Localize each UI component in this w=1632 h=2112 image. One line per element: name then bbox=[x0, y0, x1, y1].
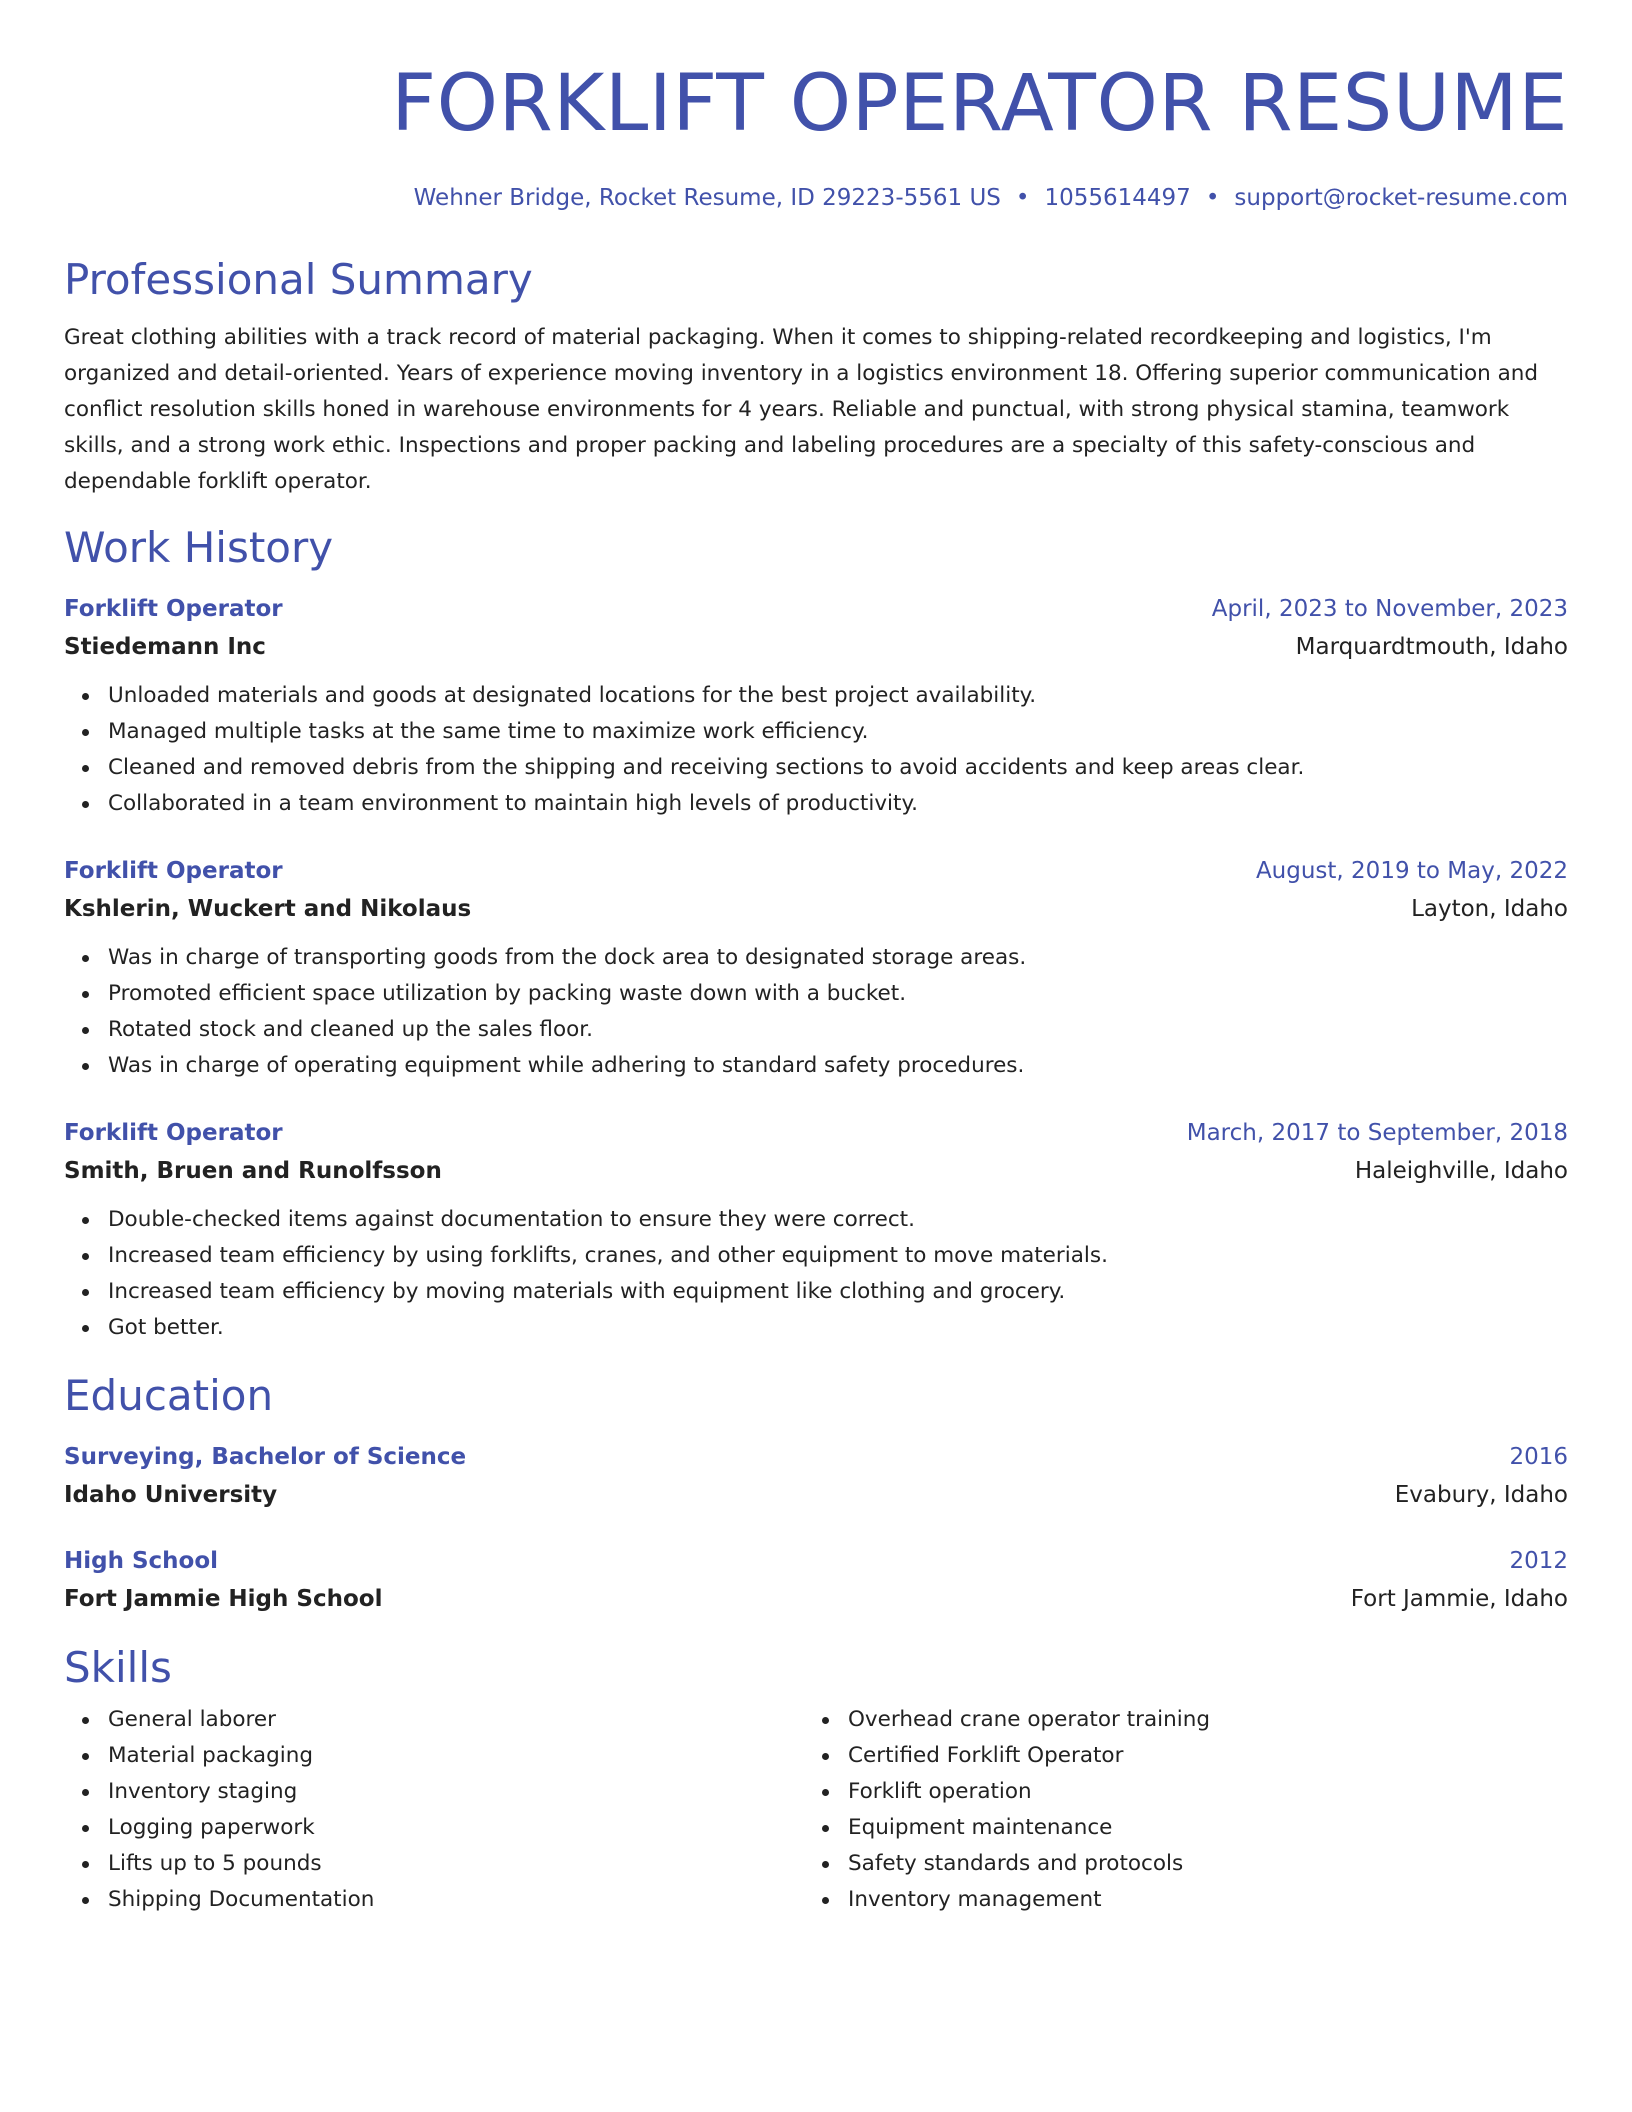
job-role: Forklift Operator bbox=[64, 858, 283, 884]
job-bullets bbox=[64, 940, 1568, 1084]
skills-column-right bbox=[804, 1702, 1504, 1918]
job-entry bbox=[64, 852, 1568, 1084]
education-location: Fort Jammie, Idaho bbox=[1350, 1586, 1568, 1612]
job-bullet: Unloaded materials and goods at designated locations for the best project availability. bbox=[108, 678, 1568, 714]
job-dates: August, 2019 to May, 2022 bbox=[1255, 858, 1568, 884]
job-bullets bbox=[64, 1202, 1568, 1346]
education-entry bbox=[64, 1438, 1568, 1514]
skill-item: Forklift operation bbox=[848, 1774, 1504, 1810]
contact-phone: 1055614497 bbox=[1044, 185, 1191, 211]
education-degree: Surveying, Bachelor of Science bbox=[64, 1444, 467, 1470]
skill-item: Lifts up to 5 pounds bbox=[108, 1846, 804, 1882]
job-location: Marquardtmouth, Idaho bbox=[1295, 634, 1568, 660]
job-bullet: Rotated stock and cleaned up the sales floor. bbox=[108, 1012, 1568, 1048]
education-year: 2016 bbox=[1509, 1444, 1568, 1470]
education-location: Evabury, Idaho bbox=[1394, 1482, 1568, 1508]
education-list bbox=[64, 1438, 1568, 1618]
skills-list bbox=[64, 1702, 1568, 1918]
job-bullet: Increased team efficiency by moving materials with equipment like clothing and grocery. bbox=[108, 1274, 1568, 1310]
education-heading: Education bbox=[64, 1371, 274, 1420]
job-employer: Stiedemann Inc bbox=[64, 634, 266, 660]
skill-item: Logging paperwork bbox=[108, 1810, 804, 1846]
skill-item: Inventory staging bbox=[108, 1774, 804, 1810]
job-location: Haleighville, Idaho bbox=[1354, 1158, 1568, 1184]
education-degree: High School bbox=[64, 1548, 219, 1574]
job-bullet: Double-checked items against documentation to ensure they were correct. bbox=[108, 1202, 1568, 1238]
resume-title: FORKLIFT OPERATOR RESUME bbox=[391, 59, 1568, 149]
skill-item: Certified Forklift Operator bbox=[848, 1738, 1504, 1774]
job-role: Forklift Operator bbox=[64, 1120, 283, 1146]
job-bullet: Was in charge of transporting goods from the dock area to designated storage areas. bbox=[108, 940, 1568, 976]
skill-item: Equipment maintenance bbox=[848, 1810, 1504, 1846]
skills-column-left bbox=[64, 1702, 804, 1918]
skill-item: Material packaging bbox=[108, 1738, 804, 1774]
job-dates: March, 2017 to September, 2018 bbox=[1186, 1120, 1568, 1146]
job-bullet: Was in charge of operating equipment while adhering to standard safety procedures. bbox=[108, 1048, 1568, 1084]
job-bullets bbox=[64, 678, 1568, 822]
education-school: Fort Jammie High School bbox=[64, 1586, 383, 1612]
work-history-heading: Work History bbox=[64, 523, 334, 572]
skill-item: Overhead crane operator training bbox=[848, 1702, 1504, 1738]
contact-address: Wehner Bridge, Rocket Resume, ID 29223-5561 US bbox=[413, 185, 1001, 211]
job-employer: Smith, Bruen and Runolfsson bbox=[64, 1158, 442, 1184]
job-entry bbox=[64, 1114, 1568, 1346]
job-dates: April, 2023 to November, 2023 bbox=[1211, 596, 1568, 622]
contact-separator: • bbox=[1015, 185, 1030, 211]
job-location: Layton, Idaho bbox=[1411, 896, 1568, 922]
summary-heading: Professional Summary bbox=[64, 255, 533, 304]
education-year: 2012 bbox=[1509, 1548, 1568, 1574]
education-entry bbox=[64, 1542, 1568, 1618]
summary-text: Great clothing abilities with a track record of material packaging. When it comes to shipping-related recordkeeping and logistics, I'm organized and detail-oriented. Years of experience moving inventory in a logistics environment 18. Offering superior communication and conflict resolution skills honed in warehouse environments for 4 years. Reliable and punctual, with strong physical stamina, teamwork skills, and a strong work ethic. Inspections and proper packing and labeling procedures are a specialty of this safety-conscious and dependable forklift operator. bbox=[64, 325, 1539, 494]
job-role: Forklift Operator bbox=[64, 596, 283, 622]
skill-item: Shipping Documentation bbox=[108, 1882, 804, 1918]
job-entry bbox=[64, 590, 1568, 822]
job-bullet: Managed multiple tasks at the same time to maximize work efficiency. bbox=[108, 714, 1568, 750]
skill-item: Safety standards and protocols bbox=[848, 1846, 1504, 1882]
skill-item: General laborer bbox=[108, 1702, 804, 1738]
skills-heading: Skills bbox=[64, 1643, 172, 1692]
job-bullet: Got better. bbox=[108, 1310, 1568, 1346]
job-bullet: Cleaned and removed debris from the shipping and receiving sections to avoid accidents and keep areas clear. bbox=[108, 750, 1568, 786]
job-bullet: Collaborated in a team environment to maintain high levels of productivity. bbox=[108, 786, 1568, 822]
skill-item: Inventory management bbox=[848, 1882, 1504, 1918]
contact-separator: • bbox=[1205, 185, 1220, 211]
education-school: Idaho University bbox=[64, 1482, 278, 1508]
contact-email: support@rocket-resume.com bbox=[1234, 185, 1568, 211]
contact-line bbox=[64, 182, 1568, 214]
job-bullet: Promoted efficient space utilization by packing waste down with a bucket. bbox=[108, 976, 1568, 1012]
job-employer: Kshlerin, Wuckert and Nikolaus bbox=[64, 896, 472, 922]
job-bullet: Increased team efficiency by using forklifts, cranes, and other equipment to move materials. bbox=[108, 1238, 1568, 1274]
